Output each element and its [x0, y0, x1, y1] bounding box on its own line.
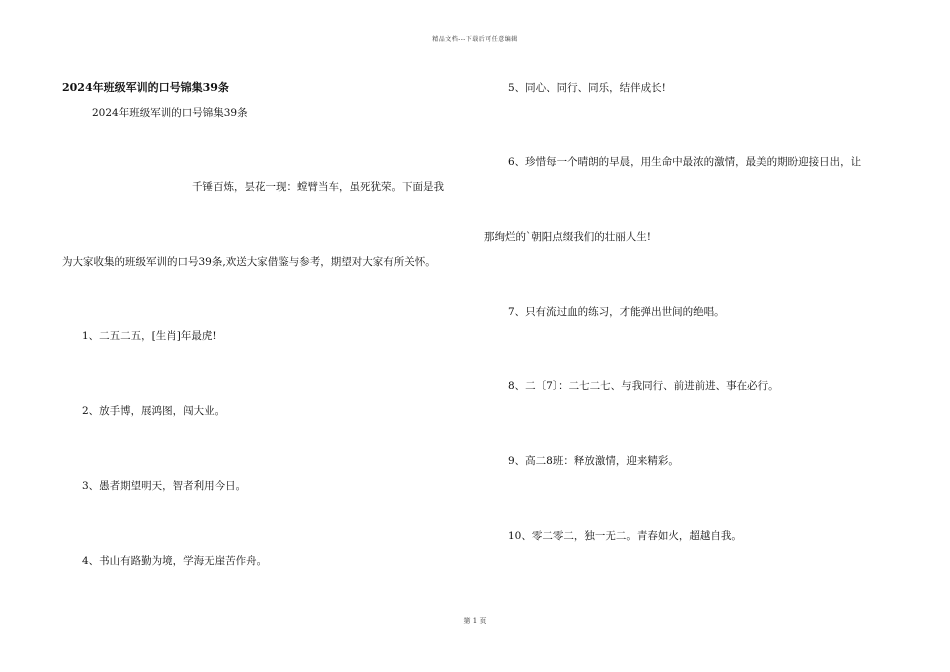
document-subtitle: 2024年班级军训的口号锦集39条	[92, 107, 248, 119]
page-header-note: 精品文档---下载后可任意编辑	[432, 36, 518, 43]
slogan-item-6-line-1: 6、珍惜每一个晴朗的早晨，用生命中最浓的激情，最美的期盼迎接日出，让	[508, 156, 862, 168]
slogan-item-2: 2、放手博，展鸿图，闯大业。	[82, 405, 226, 417]
slogan-item-5: 5、同心、同行、同乐，结伴成长!	[508, 82, 666, 94]
slogan-item-7: 7、只有流过血的练习，才能弹出世间的绝唱。	[508, 306, 725, 318]
page-number: 第 1 页	[463, 617, 487, 625]
slogan-item-10: 10、零二零二，独一无二。青春如火，超越自我。	[508, 530, 742, 542]
slogan-item-8: 8、二〔7〕：二七二七、与我同行、前进前进、事在必行。	[508, 380, 779, 392]
document-title: 2024年班级军训的口号锦集39条	[62, 81, 229, 94]
slogan-item-9: 9、高二8班：释放激情，迎来精彩。	[508, 455, 679, 467]
intro-line-2: 为大家收集的班级军训的口号39条,欢送大家借鉴与参考，期望对大家有所关怀。	[62, 256, 436, 268]
slogan-item-1: 1、二五二五，[生肖]年最虎!	[82, 330, 217, 342]
slogan-item-4: 4、书山有路勤为境，学海无崖苦作舟。	[82, 555, 268, 567]
slogan-item-3: 3、愚者期望明天，智者利用今日。	[82, 480, 247, 492]
slogan-item-6-line-2: 那绚烂的`朝阳点缀我们的壮丽人生!	[484, 231, 651, 243]
intro-line-1: 千锤百炼，昙花一现：螳臂当车，虽死犹荣。下面是我	[192, 181, 444, 193]
